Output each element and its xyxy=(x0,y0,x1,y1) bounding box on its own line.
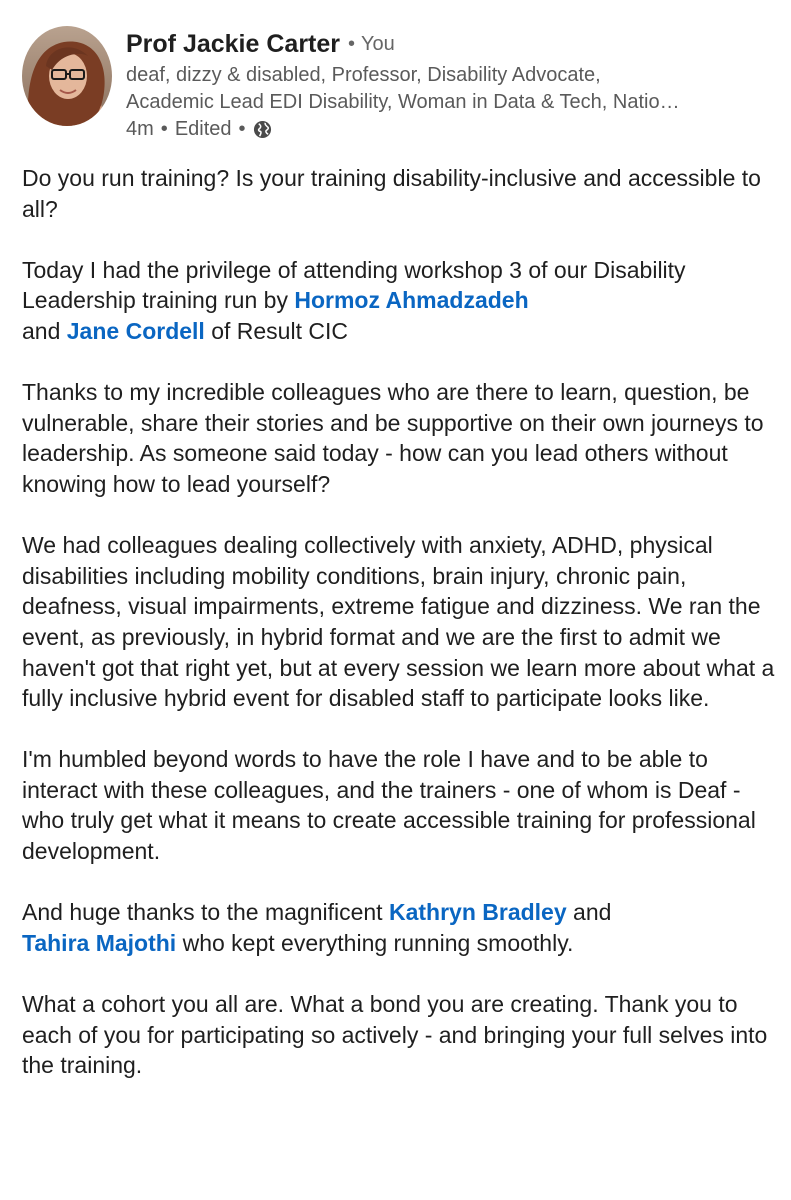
mention-hormoz-ahmadzadeh[interactable]: Hormoz Ahmadzadeh xyxy=(294,287,529,314)
post-time: 4m xyxy=(126,117,154,140)
post-paragraph-2 xyxy=(22,255,782,347)
post-header xyxy=(22,26,782,138)
paragraph-2-text-end: of Result CIC xyxy=(204,317,348,344)
paragraph-2-text-start: Today I had the privilege of attending workshop 3 of our Disability Leadership training run by xyxy=(22,256,686,314)
author-name-row xyxy=(126,26,781,62)
post-body xyxy=(22,163,782,1111)
post-paragraph-1: Do you run training? Is your training disability-inclusive and accessible to all? xyxy=(22,165,761,222)
globe-icon xyxy=(253,120,272,139)
relation-badge: You xyxy=(361,32,395,55)
post-timestamp-row xyxy=(126,116,781,142)
headline-line-1: deaf, dizzy & disabled, Professor, Disability Advocate, xyxy=(126,64,601,86)
mention-jane-cordell[interactable]: Jane Cordell xyxy=(66,317,205,344)
paragraph-2-text-middle: and xyxy=(22,317,67,344)
mention-kathryn-bradley[interactable]: Kathryn Bradley xyxy=(388,899,567,926)
paragraph-6-text-middle: and xyxy=(566,899,612,926)
post-paragraph-5: I'm humbled beyond words to have the role I have and to be able to interact with these colleagues, and the trainers - one of whom is Deaf - who truly get what it means to create accessible training for professional development. xyxy=(22,746,756,865)
author-meta xyxy=(126,26,781,142)
post-paragraph-7: What a cohort you all are. What a bond you are creating. Thank you to each of you for participating so actively - and bringing your full selves into the training. xyxy=(22,991,768,1079)
relation-separator: • xyxy=(348,32,356,55)
headline-line-2: Academic Lead EDI Disability, Woman in Data & Tech, Natio… xyxy=(126,91,680,113)
paragraph-6-text-end: who kept everything running smoothly. xyxy=(176,929,574,956)
avatar-photo-icon xyxy=(22,26,112,126)
edited-separator: • xyxy=(238,117,246,140)
post-paragraph-4: We had colleagues dealing collectively with anxiety, ADHD, physical disabilities including mobility conditions, brain injury, chronic pain, deafness, visual impairments, extreme fatigue and dizziness. We ran the event, as previously, in hybrid format and we are the first to admit we haven't got that right yet, but at every session we learn more about what a fully inclusive hybrid event for disabled staff to participate looks like. xyxy=(22,532,775,712)
avatar[interactable] xyxy=(22,26,112,126)
author-name[interactable]: Prof Jackie Carter xyxy=(126,29,341,58)
mention-tahira-majothi[interactable]: Tahira Majothi xyxy=(22,929,177,956)
post-paragraph-6 xyxy=(22,897,782,958)
post-paragraph-3: Thanks to my incredible colleagues who are there to learn, question, be vulnerable, share their stories and be supportive on their own journeys to leadership. As someone said today - how can you lead others without knowing how to lead yourself? xyxy=(22,379,764,497)
paragraph-6-text-start: And huge thanks to the magnificent xyxy=(22,899,389,926)
author-headline xyxy=(126,62,781,116)
time-separator: • xyxy=(160,117,168,140)
edited-label: Edited xyxy=(174,117,232,140)
